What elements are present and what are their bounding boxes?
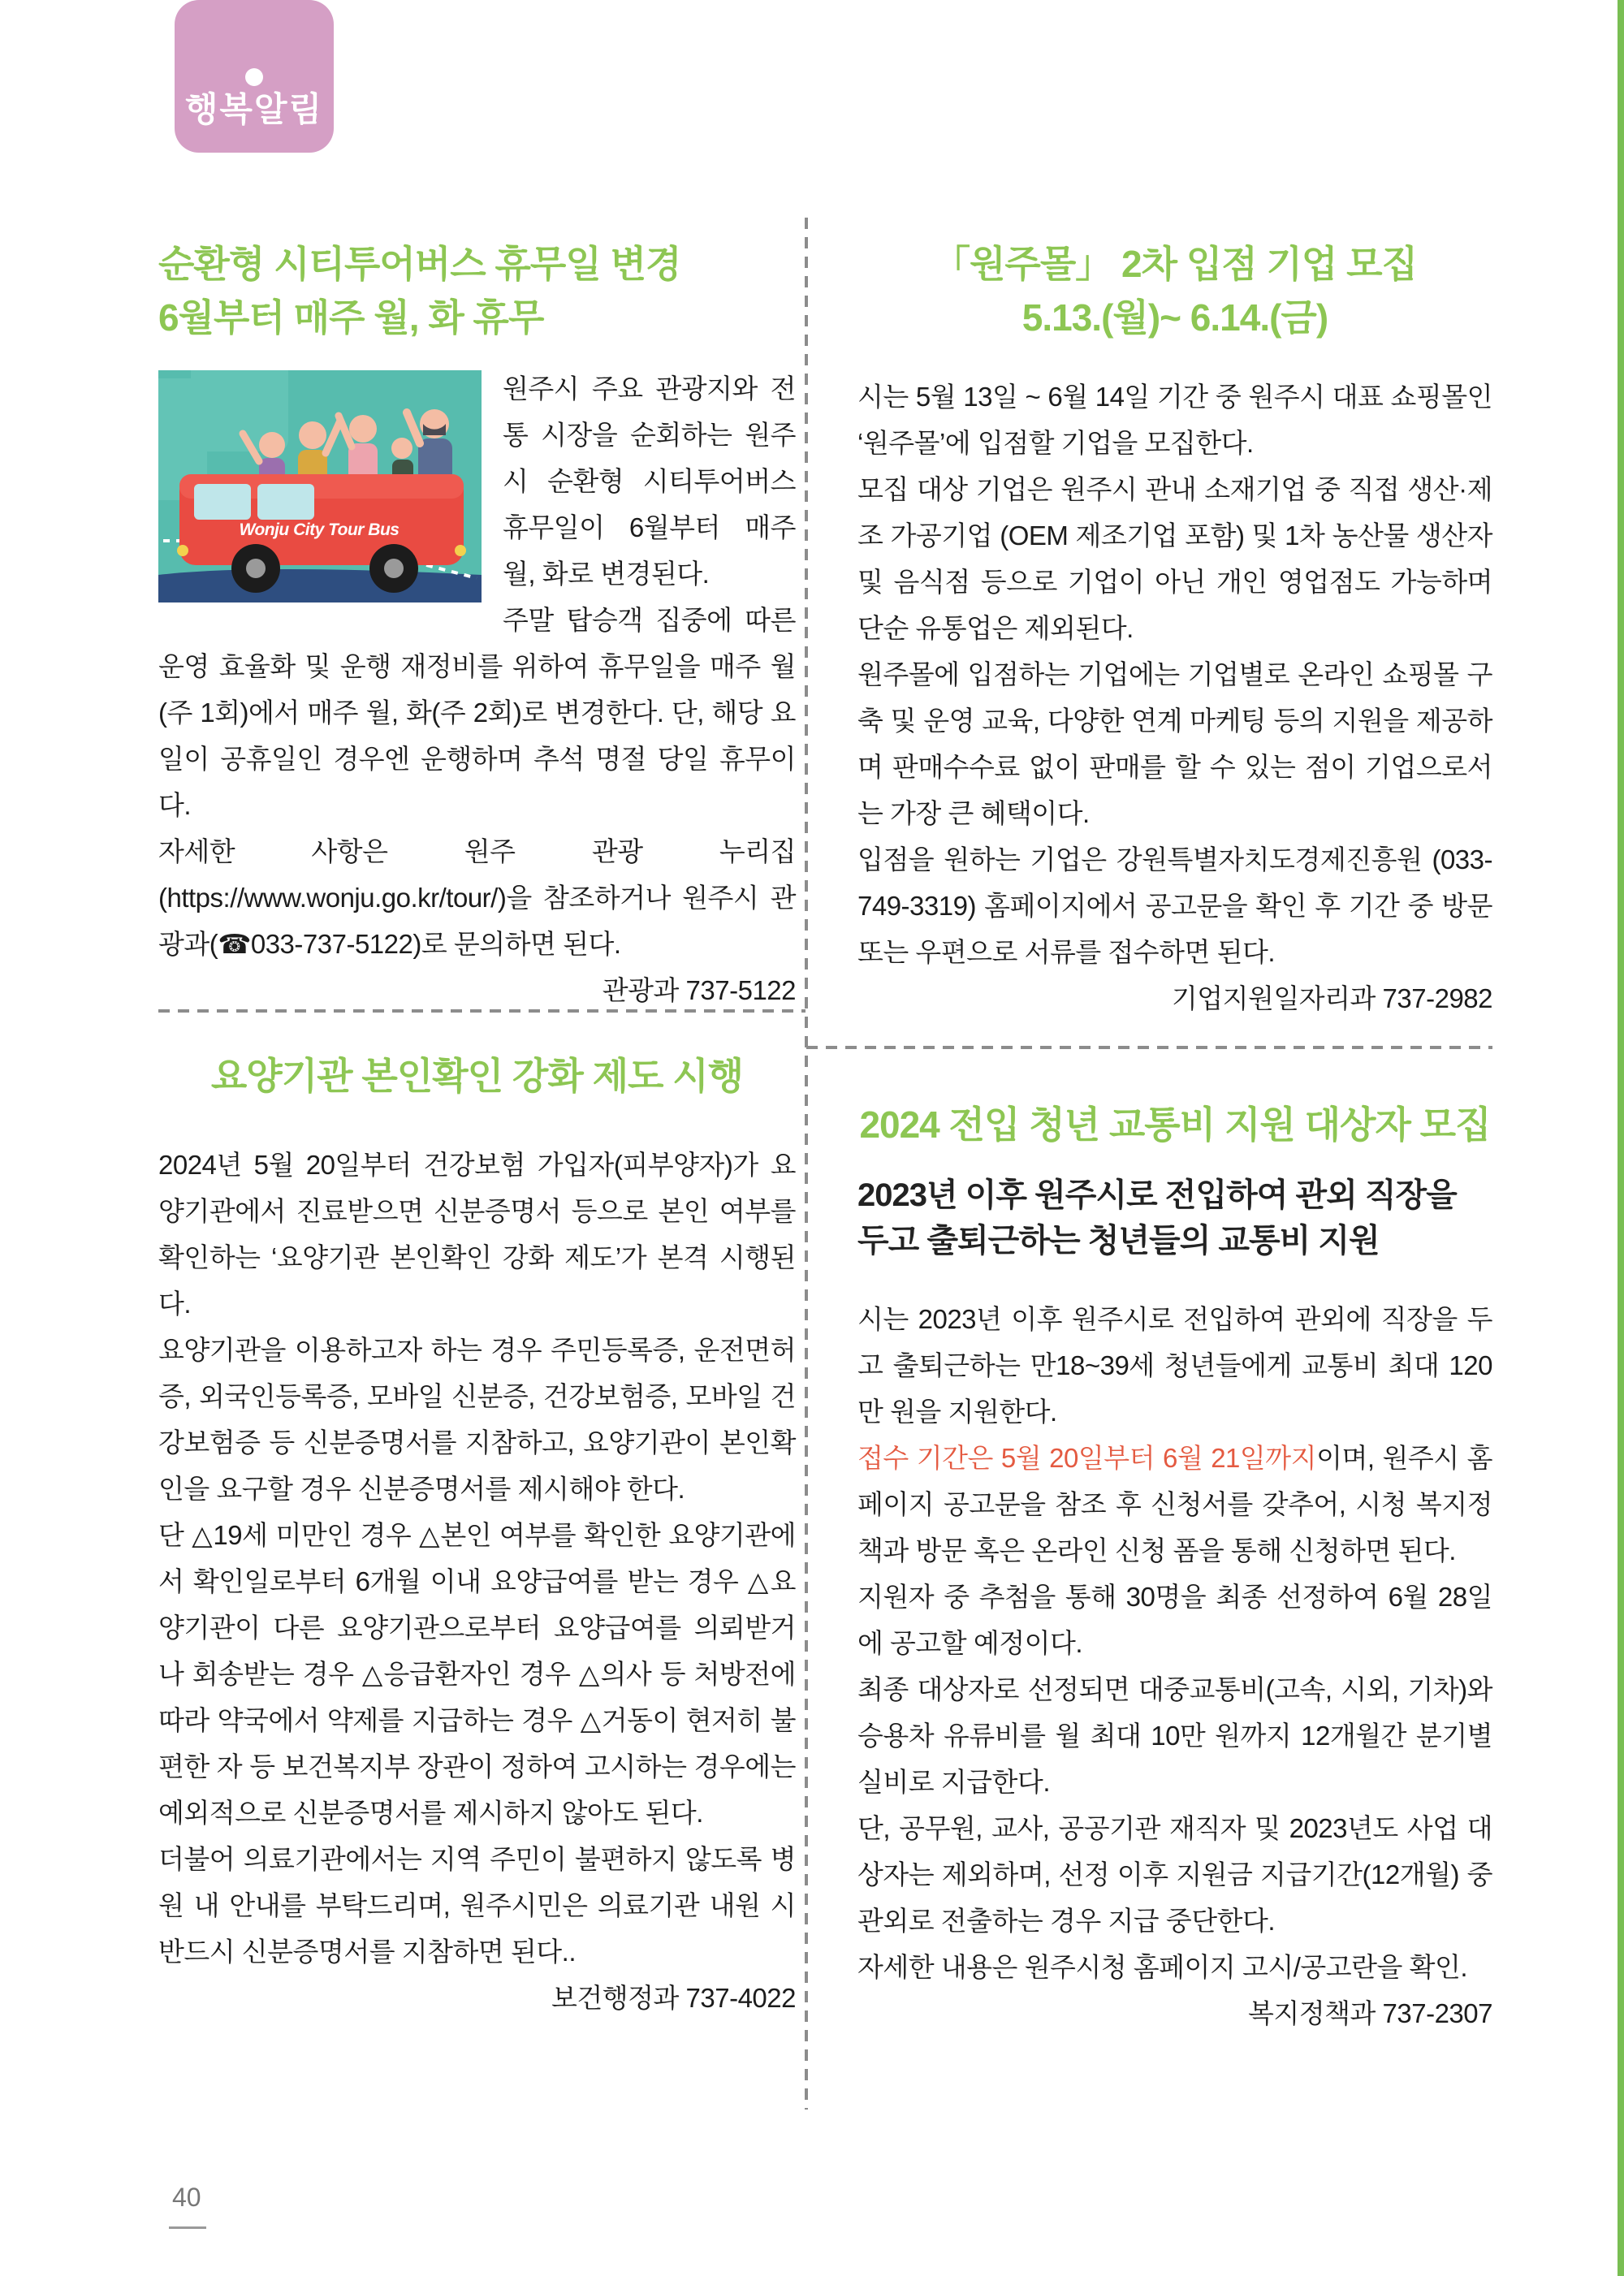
article-body	[857, 1296, 1492, 2036]
article-title: 2024 전입 청년 교통비 지원 대상자 모집	[859, 1103, 1491, 1146]
tour-bus-image-icon	[158, 370, 482, 602]
paragraph: 요양기관을 이용하고자 하는 경우 주민등록증, 운전면허증, 외국인등록증, 모바일 신분증, 건강보험증, 모바일 건강보험증 등 신분증명서를 지참하고, 요양기관이 본인확인을 요구할 경우 신분증명서를 제시해야 한다.	[158, 1335, 796, 1504]
paragraph-rest: 이며, 원주시 홈페이지 공고문을 참조 후 신청서를 갖추어, 시청 복지정책과 방문 혹은 온라인 신청 폼을 통해 신청하면 된다.	[857, 1443, 1493, 1566]
article-title-line2: 6월부터 매주 월, 화 휴무	[158, 296, 544, 339]
paragraph: 자세한 사항은 원주 관광 누리집(https://www.wonju.go.kr/tour/)을 참조하거나 원주시 관광과(☎033-737-5122)로 문의하면 된다.	[158, 836, 796, 959]
article-body	[857, 374, 1492, 1021]
article-youth-transit-support	[857, 1098, 1492, 2036]
paragraph: 단 △19세 미만인 경우 △본인 여부를 확인한 요양기관에서 확인일로부터 6개월 이내 요양급여를 받는 경우 △요양기관이 다른 요양기관으로부터 요양급여를 의뢰받거나 회송받는 경우 △응급환자인 경우 △의사 등 처방전에 따라 약국에서 약제를 지급하는 경우 △거동이 현저히 불편한 자 등 보건복지부 장관이 정하여 고시하는 경우에는 예외적으로 신분증명서를 제시하지 않아도 된다.	[158, 1520, 796, 1828]
paragraph: 원주시 주요 관광지와 전통 시장을 순회하는 원주시 순환형 시티투어버스 휴무일이 6월부터 매주 월, 화로 변경된다.	[503, 374, 796, 589]
article-title-line1: 순환형 시티투어버스 휴무일 변경	[158, 243, 681, 285]
article-citytour-bus	[158, 237, 796, 1013]
paragraph: 입점을 원하는 기업은 강원특별자치도경제진흥원 (033-749-3319) 홈페이지에서 공고문을 확인 후 기간 중 방문 또는 우편으로 서류를 접수하면 된다.	[857, 844, 1492, 967]
article-wonju-mall	[857, 237, 1492, 1021]
contact-line: 관광과 737-5122	[602, 975, 796, 1005]
paragraph: 최종 대상자로 선정되면 대중교통비(고속, 시외, 기차)와 승용차 유류비를 월 최대 10만 원까지 12개월간 분기별 실비로 지급한다.	[857, 1674, 1492, 1797]
contact-line: 기업지원일자리과 737-2982	[1171, 983, 1492, 1013]
paragraph: 원주몰에 입점하는 기업에는 기업별로 온라인 쇼핑몰 구축 및 운영 교육, 다양한 연계 마케팅 등의 지원을 제공하며 판매수수료 없이 판매를 할 수 있는 점이 기업으로서는 가장 큰 혜택이다.	[857, 659, 1492, 828]
contact-line: 보건행정과 737-4022	[551, 1983, 796, 2013]
page-number-underline	[169, 2226, 206, 2229]
paragraph: 지원자 중 추첨을 통해 30명을 최종 선정하여 6월 28일에 공고할 예정이다.	[857, 1582, 1492, 1658]
article-title	[857, 237, 1492, 344]
article-title-line2: 5.13.(월)~ 6.14.(금)	[1021, 296, 1328, 339]
article-title-line1: 「원주몰」 2차 입점 기업 모집	[932, 243, 1418, 285]
highlighted-deadline-text: 접수 기간은 5월 20일부터 6월 21일까지	[857, 1443, 1317, 1473]
article-body	[158, 365, 796, 1013]
article-title	[158, 237, 796, 344]
section-badge-label: 행복알림	[184, 90, 324, 128]
contact-line: 복지정책과 737-2307	[1247, 1998, 1492, 2028]
paragraph: 시는 2023년 이후 원주시로 전입하여 관외에 직장을 두고 출퇴근하는 만18~39세 청년들에게 교통비 최대 120만 원을 지원한다.	[857, 1304, 1492, 1427]
tour-bus-caption: Wonju City Tour Bus	[239, 520, 400, 539]
paragraph: 시는 5월 13일 ~ 6월 14일 기간 중 원주시 대표 쇼핑몰인 ‘원주몰’에 입점할 기업을 모집한다.	[857, 382, 1492, 458]
article-title: 요양기관 본인확인 강화 제도 시행	[210, 1055, 744, 1097]
paragraph: 더불어 의료기관에서는 지역 주민이 불편하지 않도록 병원 내 안내를 부탁드리며, 원주시민은 의료기관 내원 시 반드시 신분증명서를 지참하면 된다..	[158, 1844, 796, 1967]
column-divider-dashed	[805, 218, 808, 2110]
paragraph: 자세한 내용은 원주시청 홈페이지 고시/공고란을 확인.	[857, 1952, 1467, 1982]
paragraph	[857, 1435, 1492, 1574]
paragraph: 주말 탑승객 집중에 따른 운영 효율화 및 운행 재정비를 위하여 휴무일을 매주 월(주 1회)에서 매주 월, 화(주 2회)로 변경한다. 단, 해당 요일이 공휴일인 경우엔 운행하며 추석 명절 당일 휴무이다.	[158, 605, 796, 820]
article-subtitle: 2023년 이후 원주시로 전입하여 관외 직장을 두고 출퇴근하는 청년들의 교통비 지원	[857, 1177, 1457, 1259]
page-edge-strip	[1618, 0, 1624, 2276]
section-badge	[175, 0, 334, 153]
paragraph: 모집 대상 기업은 원주시 관내 소재기업 중 직접 생산·제조 가공기업 (OEM 제조기업 포함) 및 1차 농산물 생산자 및 음식점 등으로 기업이 아닌 개인 영업점도 가능하며 단순 유통업은 제외된다.	[857, 474, 1492, 643]
tour-bus-illustration	[158, 370, 482, 602]
page-number: 40	[172, 2183, 201, 2212]
right-row-divider-dashed	[806, 1046, 1492, 1049]
article-clinic-id-check	[158, 1049, 796, 2021]
paragraph: 2024년 5월 20일부터 건강보험 가입자(피부양자)가 요양기관에서 진료받으면 신분증명서 등으로 본인 여부를 확인하는 ‘요양기관 본인확인 강화 제도’가 본격 시행된다.	[158, 1150, 796, 1319]
paragraph: 단, 공무원, 교사, 공공기관 재직자 및 2023년도 사업 대상자는 제외하며, 선정 이후 지원금 지급기간(12개월) 중 관외로 전출하는 경우 지급 중단한다.	[857, 1813, 1492, 1936]
article-body	[158, 1142, 796, 2021]
